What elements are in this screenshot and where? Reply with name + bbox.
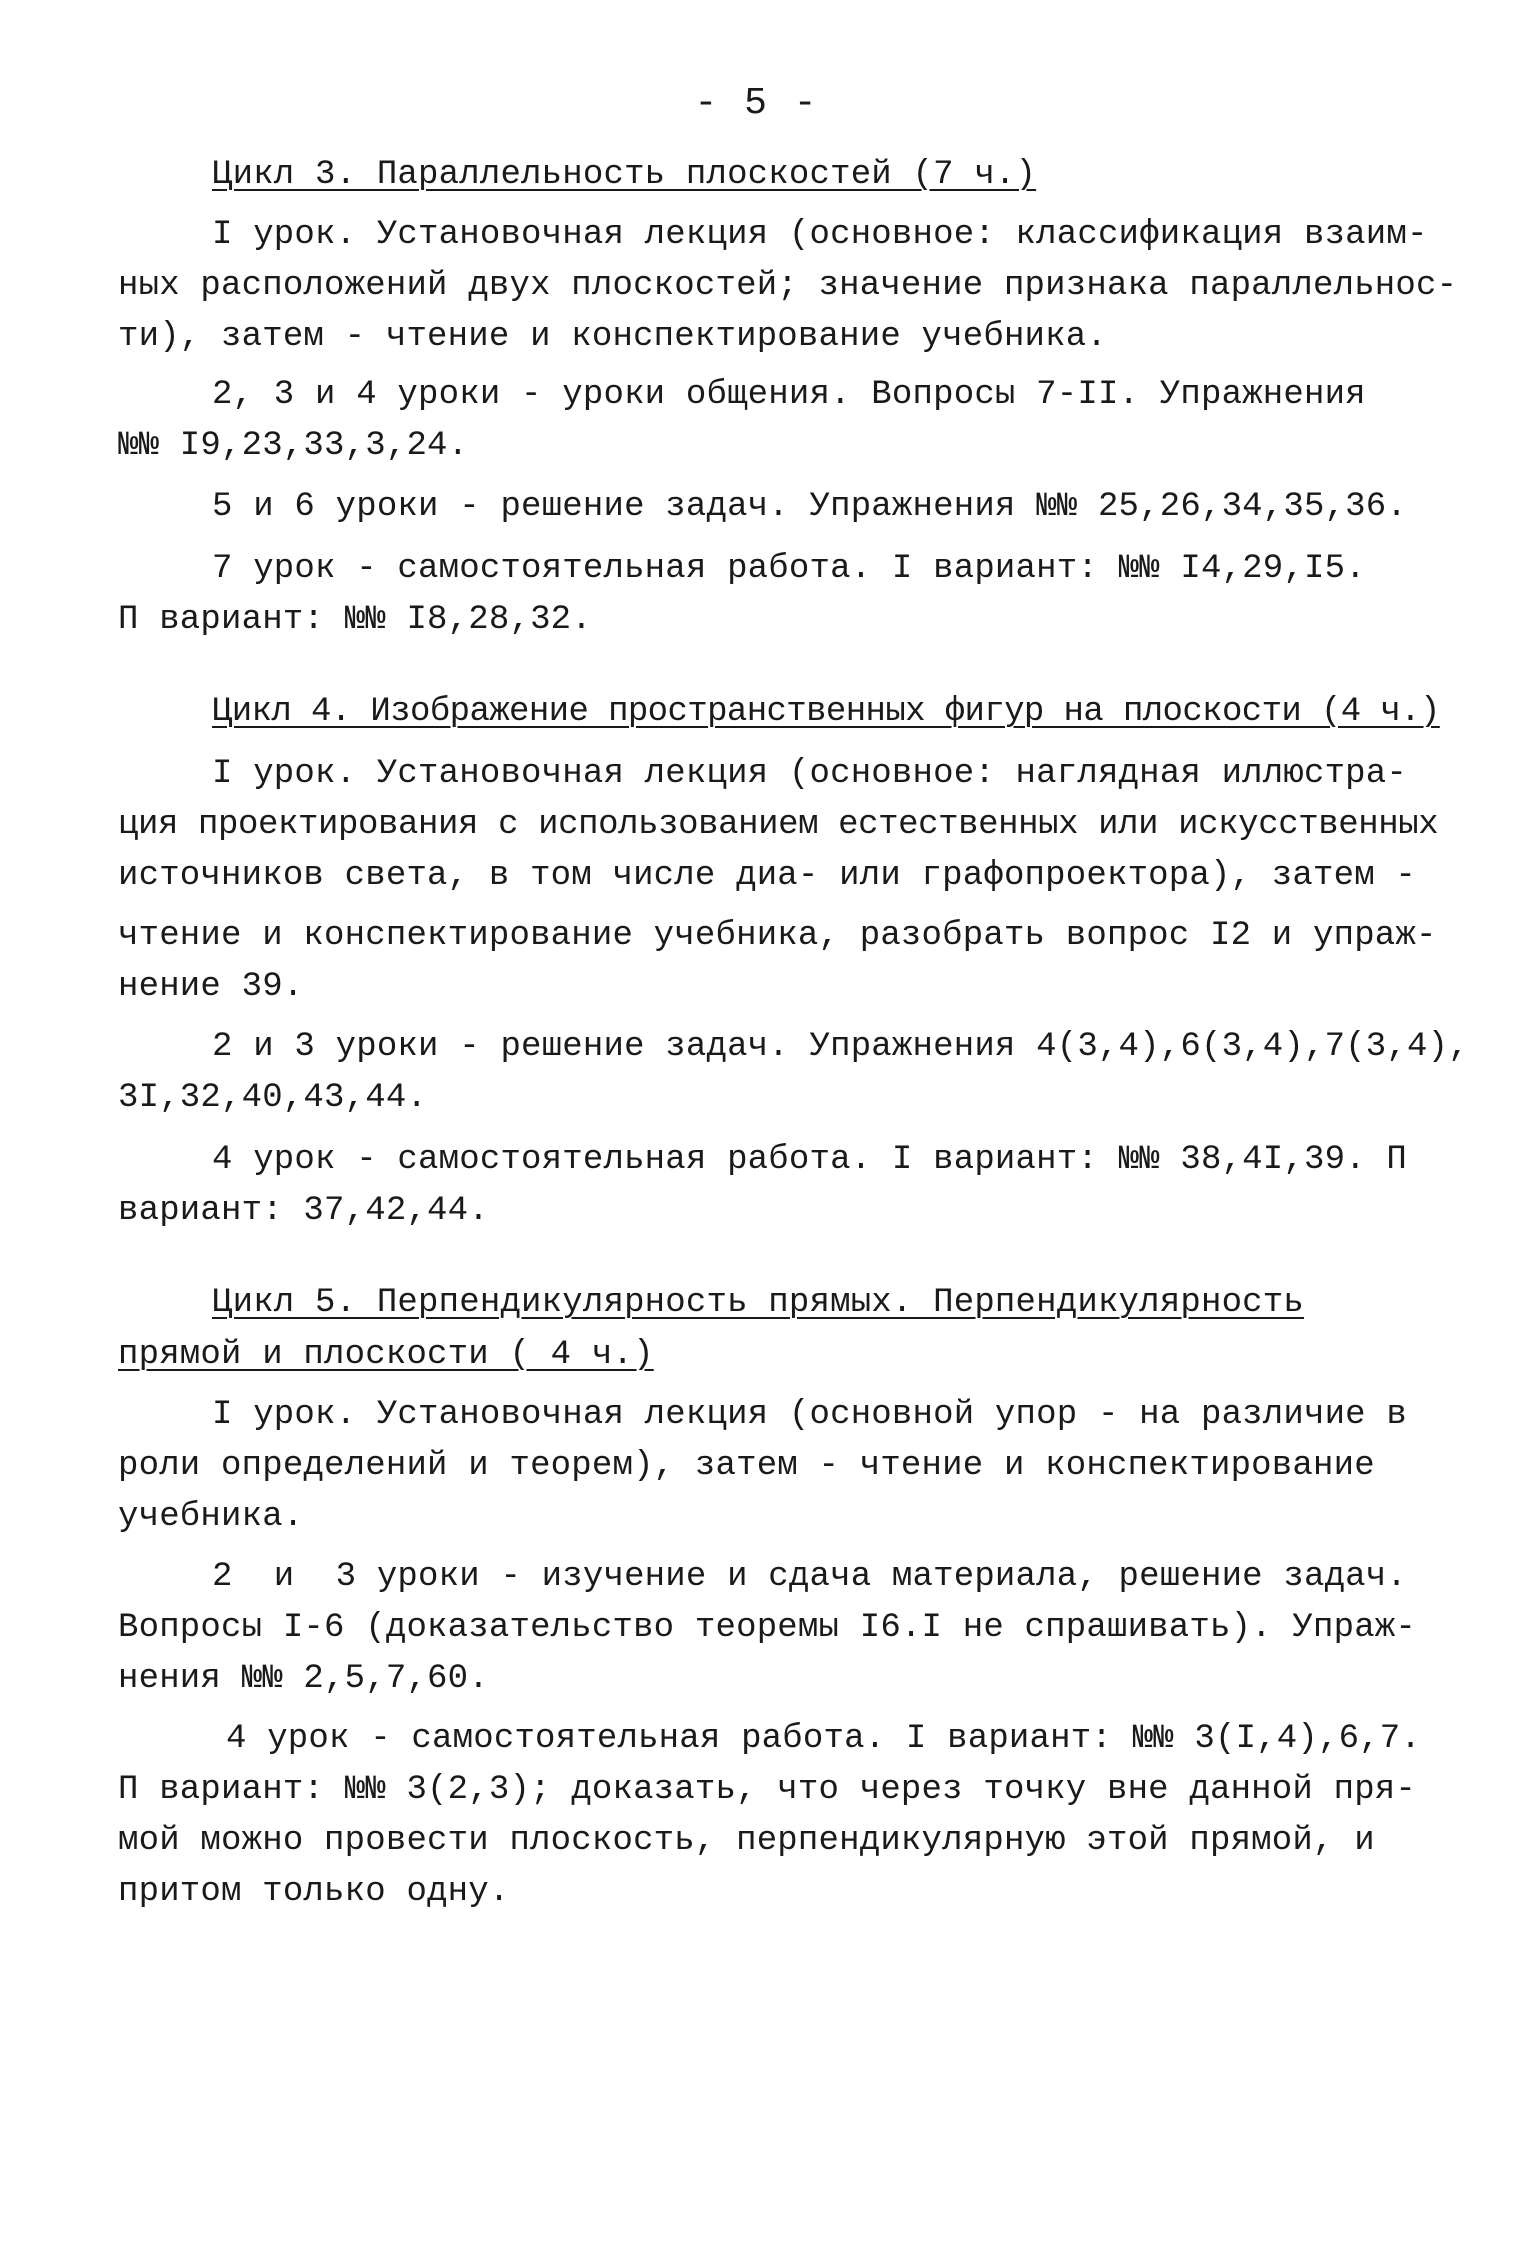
cycle-3-p4-line-1: 7 урок - самостоятельная работа. I вариант: №№ I4,29,I5. xyxy=(212,550,1366,588)
cycle-4-p1-line-2: ция проектирования с использованием естественных или искусственных xyxy=(118,806,1439,844)
cycle-4-p3-line-2: вариант: 37,42,44. xyxy=(118,1192,489,1230)
cycle-5-p3-line-2: П вариант: №№ 3(2,3); доказать, что через точку вне данной пря- xyxy=(118,1771,1417,1809)
cycle-5-p1-line-3: учебника. xyxy=(118,1498,304,1536)
cycle-5-p2-line-3: нения №№ 2,5,7,60. xyxy=(118,1660,489,1698)
cycle-4-p1-line-4: чтение и конспектирование учебника, разобрать вопрос I2 и упраж- xyxy=(118,917,1437,955)
cycle-4-p1-line-1: I урок. Установочная лекция (основное: наглядная иллюстра- xyxy=(212,755,1407,793)
cycle-4-p2-line-1: 2 и 3 уроки - решение задач. Упражнения 4(3,4),6(3,4),7(3,4), xyxy=(212,1028,1469,1066)
cycle-3-p4-line-2: П вариант: №№ I8,28,32. xyxy=(118,601,592,639)
cycle-5-p3-line-3: мой можно провести плоскость, перпендикулярную этой прямой, и xyxy=(118,1822,1375,1860)
cycle-4-heading: Цикл 4. Изображение пространственных фигур на плоскости (4 ч.) xyxy=(212,693,1440,731)
cycle-5-p2-line-1: 2 и 3 уроки - изучение и сдача материала, решение задач. xyxy=(212,1558,1407,1596)
cycle-3-p3-line-1: 5 и 6 уроки - решение задач. Упражнения №№ 25,26,34,35,36. xyxy=(212,488,1407,526)
cycle-5-p1-line-2: роли определений и теорем), затем - чтение и конспектирование xyxy=(118,1447,1375,1485)
cycle-4-p2-line-2: 3I,32,40,43,44. xyxy=(118,1079,428,1117)
cycle-4-p1-line-5: нение 39. xyxy=(118,968,304,1006)
cycle-5-p3-line-1: 4 урок - самостоятельная работа. I вариант: №№ 3(I,4),6,7. xyxy=(226,1720,1421,1758)
cycle-3-p1-line-2: ных расположений двух плоскостей; значение признака параллельнос- xyxy=(118,267,1458,305)
cycle-3-heading: Цикл 3. Параллельность плоскостей (7 ч.) xyxy=(212,156,1037,194)
cycle-3-p2-line-1: 2, 3 и 4 уроки - уроки общения. Вопросы 7-II. Упражнения xyxy=(212,376,1366,414)
cycle-5-heading-line-2: прямой и плоскости ( 4 ч.) xyxy=(118,1336,654,1374)
cycle-3-p2-line-2: №№ I9,23,33,3,24. xyxy=(118,427,469,465)
cycle-4-p1-line-3: источников света, в том числе диа- или графопроектора), затем - xyxy=(118,857,1417,895)
cycle-3-p1-line-3: ти), затем - чтение и конспектирование учебника. xyxy=(118,318,1107,356)
cycle-5-p3-line-4: притом только одну. xyxy=(118,1873,510,1911)
cycle-5-p2-line-2: Вопросы I-6 (доказательство теоремы I6.I не спрашивать). Упраж- xyxy=(118,1609,1417,1647)
cycle-5-p1-line-1: I урок. Установочная лекция (основной упор - на различие в xyxy=(212,1396,1407,1434)
cycle-3-p1-line-1: I урок. Установочная лекция (основное: классификация взаим- xyxy=(212,216,1428,254)
cycle-4-p3-line-1: 4 урок - самостоятельная работа. I вариант: №№ 38,4I,39. П xyxy=(212,1141,1407,1179)
cycle-5-heading-line-1: Цикл 5. Перпендикулярность прямых. Перпендикулярность xyxy=(212,1284,1304,1322)
page-number: - 5 - xyxy=(694,82,819,125)
